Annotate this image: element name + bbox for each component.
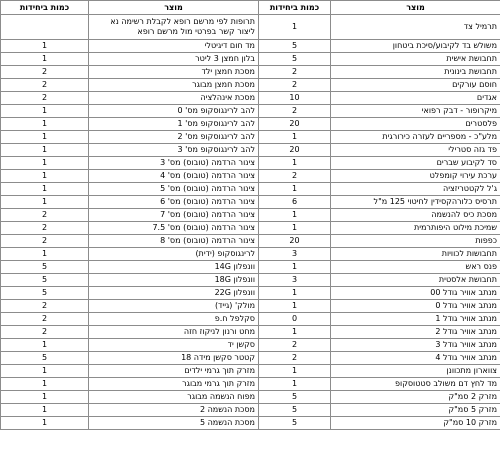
left-product-cell: צינור הרדמה (טובוס) מס' 4 (89, 170, 259, 183)
right-quantity-cell: 2 (259, 170, 331, 183)
right-product-cell: מנתב אוויר גודל 3 (331, 339, 500, 352)
left-quantity-cell: 5 (1, 274, 89, 287)
table-row (1, 352, 500, 365)
right-quantity-cell: 20 (259, 144, 331, 157)
left-product-cell: סקשן יד (89, 339, 259, 352)
table-row (1, 40, 500, 53)
header-row (1, 1, 500, 15)
table-row (1, 105, 500, 118)
left-quantity-cell: 1 (1, 404, 89, 417)
right-quantity-cell: 5 (259, 417, 331, 430)
right-quantity-cell: 1 (259, 157, 331, 170)
left-quantity-cell: 5 (1, 352, 89, 365)
right-product-cell: מנתב אוויר גודל 0 (331, 300, 500, 313)
right-product-cell: פנס ראש (331, 261, 500, 274)
left-quantity-cell: 2 (1, 79, 89, 92)
right-product-cell: צווארון מתכוונן (331, 365, 500, 378)
left-product-cell: צינור הרדמה (טובוס) מס' 6 (89, 196, 259, 209)
left-quantity-cell: 1 (1, 144, 89, 157)
left-product-cell: מסכת הנשמה 5 (89, 417, 259, 430)
left-quantity-cell: 5 (1, 287, 89, 300)
left-product-cell: צינור הרדמה (טובוס) מס' 7 (89, 209, 259, 222)
right-quantity-cell: 1 (259, 222, 331, 235)
table-row (1, 222, 500, 235)
left-quantity-cell (1, 15, 89, 40)
left-product-cell: וונפלון 18G (89, 274, 259, 287)
left-quantity-cell: 1 (1, 339, 89, 352)
left-product-cell: להב לרינגוסקופ מס' 2 (89, 131, 259, 144)
right-product-cell: מיקרופור - דבק רפואי (331, 105, 500, 118)
right-product-cell: מנתב אוויר גודל 00 (331, 287, 500, 300)
left-product-cell: מסכת חמצן ילד (89, 66, 259, 79)
right-quantity-cell: 1 (259, 378, 331, 391)
right-quantity-cell: 20 (259, 118, 331, 131)
right-quantity-cell: 1 (259, 183, 331, 196)
left-quantity-cell: 1 (1, 131, 89, 144)
right-quantity-cell: 1 (259, 15, 331, 40)
right-product-cell: פד גזה סטרילי (331, 144, 500, 157)
right-product-cell: שמיכת מילוט היפותרמית (331, 222, 500, 235)
right-quantity-cell: 3 (259, 248, 331, 261)
right-quantity-cell: 5 (259, 40, 331, 53)
left-product-cell: מולק' (גייד) (89, 300, 259, 313)
right-quantity-cell: 2 (259, 79, 331, 92)
header-product-right: מוצר (331, 1, 500, 15)
left-quantity-cell: 1 (1, 105, 89, 118)
right-product-cell: תרמיל צד (331, 15, 500, 40)
left-quantity-cell: 2 (1, 222, 89, 235)
right-product-cell: סד לקיבוע שברים (331, 157, 500, 170)
left-quantity-cell: 2 (1, 326, 89, 339)
right-product-cell: ג'ל לקטטריזציה (331, 183, 500, 196)
table-row (1, 170, 500, 183)
left-product-cell: להב לרינגוסקופ מס' 0 (89, 105, 259, 118)
right-quantity-cell: 3 (259, 274, 331, 287)
right-quantity-cell: 0 (259, 313, 331, 326)
left-quantity-cell: 1 (1, 391, 89, 404)
table-row (1, 66, 500, 79)
right-product-cell: מזרק 10 סמ"ק (331, 417, 500, 430)
right-quantity-cell: 1 (259, 131, 331, 144)
right-product-cell: מד לחץ דם משולב סטטוסקופ (331, 378, 500, 391)
table-row (1, 404, 500, 417)
left-quantity-cell: 1 (1, 248, 89, 261)
right-quantity-cell: 5 (259, 391, 331, 404)
left-quantity-cell: 1 (1, 196, 89, 209)
left-quantity-cell: 1 (1, 417, 89, 430)
left-quantity-cell: 1 (1, 40, 89, 53)
table-row (1, 144, 500, 157)
left-product-cell: להב לרינגוסקופ מס' 1 (89, 118, 259, 131)
right-product-cell: מנתב אוויר גודל 1 (331, 313, 500, 326)
table-row (1, 313, 500, 326)
table-row (1, 183, 500, 196)
right-product-cell: מזרק 5 סמ"ק (331, 404, 500, 417)
right-quantity-cell: 10 (259, 92, 331, 105)
right-product-cell: תחבושת אישית (331, 53, 500, 66)
right-product-cell: תחבושת אלסטית (331, 274, 500, 287)
right-quantity-cell: 2 (259, 105, 331, 118)
right-product-cell: חוסם עורקים (331, 79, 500, 92)
left-product-cell: לרינגוסקופ (ידית) (89, 248, 259, 261)
left-quantity-cell: 2 (1, 313, 89, 326)
left-product-cell: קטטר סקשן מידה 18 (89, 352, 259, 365)
right-quantity-cell: 1 (259, 365, 331, 378)
left-quantity-cell: 2 (1, 300, 89, 313)
right-quantity-cell: 1 (259, 300, 331, 313)
left-product-cell: צינור הרדמה (טובוס) מס' 3 (89, 157, 259, 170)
left-quantity-cell: 1 (1, 53, 89, 66)
header-quantity-left: כמות ביחידות (1, 1, 89, 15)
table-row (1, 300, 500, 313)
right-quantity-cell: 1 (259, 287, 331, 300)
left-product-cell: מפוח הנשמה מבוגר (89, 391, 259, 404)
right-product-cell: מלע"כ - מספריים לעזרה כירורגית (331, 131, 500, 144)
left-quantity-cell: 1 (1, 183, 89, 196)
table-row (1, 365, 500, 378)
left-product-cell: להב לרינגוסקופ מס' 3 (89, 144, 259, 157)
table-row (1, 261, 500, 274)
left-quantity-cell: 5 (1, 261, 89, 274)
left-product-cell: סקלפל ח.פ (89, 313, 259, 326)
table-row (1, 339, 500, 352)
left-quantity-cell: 1 (1, 365, 89, 378)
right-quantity-cell: 2 (259, 352, 331, 365)
right-product-cell: פלסטרים (331, 118, 500, 131)
right-product-cell: תחבושות לכוויות (331, 248, 500, 261)
right-product-cell: כפפות (331, 235, 500, 248)
left-product-cell: צינור הרדמה (טובוס) מס' 5 (89, 183, 259, 196)
table-row (1, 248, 500, 261)
right-product-cell: ערכת עירוי קומפלט (331, 170, 500, 183)
table-row (1, 274, 500, 287)
table-row (1, 131, 500, 144)
table-row (1, 391, 500, 404)
left-product-cell: מחט ורנון לניקוז חזה (89, 326, 259, 339)
right-quantity-cell: 1 (259, 261, 331, 274)
table-row (1, 196, 500, 209)
left-product-cell: וונפלון 22G (89, 287, 259, 300)
table-row (1, 417, 500, 430)
table-row (1, 209, 500, 222)
left-product-cell: תרופות לפי מרשם רופא לקבלת רשימה נא ליצור קשר בפרטי מול מרשם רופא (89, 15, 259, 40)
left-product-cell: מסכת הנשמה 2 (89, 404, 259, 417)
table-row (1, 326, 500, 339)
header-quantity-right: כמות ביחידות (259, 1, 331, 15)
left-quantity-cell: 1 (1, 170, 89, 183)
right-product-cell: תחבושת בינונית (331, 66, 500, 79)
right-quantity-cell: 2 (259, 66, 331, 79)
right-product-cell: מנתב אוויר גודל 4 (331, 352, 500, 365)
left-quantity-cell: 2 (1, 209, 89, 222)
left-product-cell: וונפלון 14G (89, 261, 259, 274)
left-product-cell: מזרק תוך גרמי מבוגר (89, 378, 259, 391)
right-quantity-cell: 2 (259, 339, 331, 352)
right-quantity-cell: 1 (259, 326, 331, 339)
left-product-cell: מד חום דיגיטלי (89, 40, 259, 53)
right-quantity-cell: 5 (259, 404, 331, 417)
left-product-cell: צינור הרדמה (טובוס) מס' 7.5 (89, 222, 259, 235)
table-row (1, 79, 500, 92)
table-row (1, 15, 500, 40)
table-row (1, 53, 500, 66)
left-quantity-cell: 2 (1, 66, 89, 79)
left-product-cell: מסכת אינהלציה (89, 92, 259, 105)
left-product-cell: בלון חמצן 3 ליטר (89, 53, 259, 66)
right-product-cell: מזרק 2 סמ"ק (331, 391, 500, 404)
right-product-cell: אגדים (331, 92, 500, 105)
left-quantity-cell: 1 (1, 157, 89, 170)
right-product-cell: מנתב אוויר גודל 2 (331, 326, 500, 339)
right-quantity-cell: 6 (259, 196, 331, 209)
table-row (1, 92, 500, 105)
table-row (1, 157, 500, 170)
right-quantity-cell: 5 (259, 53, 331, 66)
right-product-cell: תרסיס כלורהקסידין לחיטוי 125 מ"ל (331, 196, 500, 209)
left-product-cell: מסכת חמצן מבוגר (89, 79, 259, 92)
left-product-cell: צינור הרדמה (טובוס) מס' 8 (89, 235, 259, 248)
right-product-cell: משולש בד לקיבוע/סיכת ביטחון (331, 40, 500, 53)
table-row (1, 235, 500, 248)
left-quantity-cell: 2 (1, 92, 89, 105)
right-quantity-cell: 1 (259, 209, 331, 222)
left-quantity-cell: 1 (1, 118, 89, 131)
right-quantity-cell: 20 (259, 235, 331, 248)
left-product-cell: מזרק תוך גרמי ילדים (89, 365, 259, 378)
right-product-cell: מסכת כיס להנשמה (331, 209, 500, 222)
table-row (1, 118, 500, 131)
left-quantity-cell: 2 (1, 235, 89, 248)
table-row (1, 378, 500, 391)
left-quantity-cell: 1 (1, 378, 89, 391)
table-row (1, 287, 500, 300)
header-product-left: מוצר (89, 1, 259, 15)
table-body (1, 15, 500, 430)
